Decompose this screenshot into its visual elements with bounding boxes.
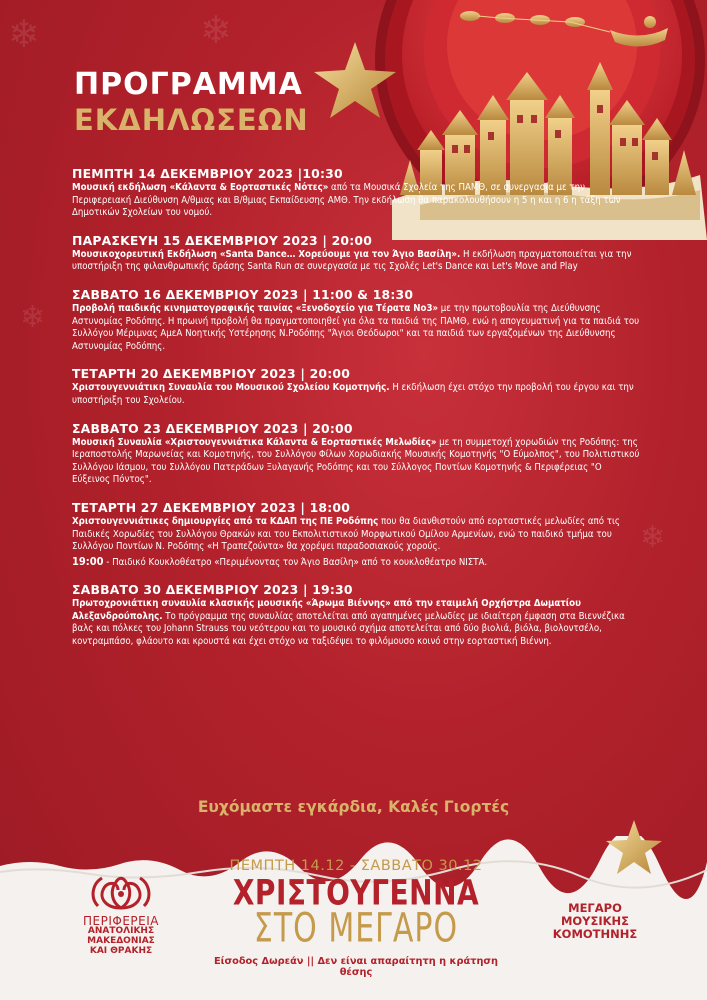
snowflake-icon: ❄ (200, 8, 232, 52)
star-icon (604, 818, 664, 878)
event-text: Η εκδήλωση πραγματοποιείται για την υποστήριξη της φιλανθρωπικής δράσης Santa Run σε συνεργασία με τις Σχολές Let's Dance και Let's Move and Play (72, 248, 632, 273)
event-item (72, 421, 640, 487)
snowflake-icon: ❄ (8, 12, 40, 56)
region-emblem-icon (86, 868, 156, 912)
venue-logo (530, 902, 660, 941)
page-title (74, 67, 309, 137)
event-title: Πρωτοχρονιάτικη συναυλία κλασικής μουσικής «Άρωμα Βιέννης» από την εταιμελή Ορχήστρα Δωματίου Αλεξανδρούπολης. (72, 598, 581, 622)
snowflake-icon: ❄ (20, 300, 46, 335)
event-date: ΣΑΒΒΑΤΟ 16 ΔΕΚΕΜΒΡΙΟΥ 2023 | 11:00 & 18:30 (72, 286, 414, 302)
event-text: που θα διανθιστούν από εορταστικές μελωδίες από τις Παιδικές Χορωδίες του Συλλόγου Θρακών και του Εκπολιτιστικού Μορφωτικού Ομίλου Αρμενίων, ενώ το παιδικό τμήμα του Συλλόγου Ποντίων Ν. Ροδόπης «Η Τραπεζούντα» θα χορέψει παραδοσιακούς χορούς. (72, 515, 620, 553)
event-item (72, 287, 640, 353)
festival-dates: ΠΕΜΠΤΗ 14.12 - ΣΑΒΒΑΤΟ 30.12 (229, 858, 483, 874)
event-description (72, 437, 640, 487)
event-date: ΤΕΤΑΡΤΗ 20 ΔΕΚΕΜΒΡΙΟΥ 2023 | 20:00 (72, 366, 351, 382)
region-name-line-1: ΠΕΡΙΦΕΡΕΙΑ (83, 914, 159, 928)
event-description (72, 598, 640, 648)
event-title: Μουσική εκδήλωση «Κάλαντα & Εορταστικές Νότες» (72, 182, 329, 193)
event-item (72, 500, 640, 569)
event-text: Η εκδήλωση έχει στόχο την προβολή του έργου και την υποστήριξη του Σχολείου. (72, 382, 634, 406)
event-item (72, 233, 640, 274)
event-text: Το πρόγραμμα της συναυλίας αποτελείται από αγαπημένες μελωδίες με ιδιαίτερη έμφαση στα Βιεννέζικα βαλς και πόλκες του Johann Strauss του νεότερου και το μουσικό σχήμα αποτελείται από δύο βιολιά, βιόλα, βιολοντσέλο, κοντραμπάσο, φλάουτο και κρουστά και έχει στόχο να ταξιδέψει το φιλόμουσο κοινό στην εορταστική Βιέννη. (72, 610, 625, 648)
event-item (72, 166, 640, 220)
entry-info: Είσοδος Δωρεάν || Δεν είναι απαραίτητη η κράτηση θέσης (213, 956, 499, 978)
event-extra (72, 556, 640, 570)
festival-headline-1: ΧΡΙΣΤΟΥΓΕΝΝΑ (232, 871, 480, 914)
event-date: ΠΕΜΠΤΗ 14 ΔΕΚΕΜΒΡΙΟΥ 2023 |10:30 (72, 166, 343, 181)
region-name-line-2: ΑΝΑΤΟΛΙΚΗΣ ΜΑΚΕΔΟΝΙΑΣ (87, 926, 155, 946)
event-item (72, 582, 640, 648)
venue-name-line-3: ΚΟΜΟΤΗΝΗΣ (552, 927, 638, 941)
event-title: Χριστουγεννιάτικη Συναυλία του Μουσικού Σχολείου Κομοτηνής. (72, 382, 390, 394)
event-text: με τη συμμετοχή χορωδιών της Ροδόπης: της Ιεραποστολής Μαρωνείας και Κομοτηνής, του Συλλόγου Φίλων Χορωδιακής Μουσικής Κομοτηνής "Ο Εύμολπος", του Πολιτιστικού Συλλόγου Ιάσμου, του Συλλόγου Πατεράδων Ξυλαγανής Ροδόπης και του Σύλλογος Ποντίων Κομοτηνής & Περιφέρειας "Ο Εύξεινος Πόντος". (72, 436, 640, 486)
region-logo (56, 868, 186, 956)
event-description (72, 303, 640, 353)
event-description (72, 249, 640, 274)
event-date: ΤΕΤΑΡΤΗ 27 ΔΕΚΕΜΒΡΙΟΥ 2023 | 18:00 (72, 499, 351, 515)
snowflake-icon: ❄ (640, 520, 666, 555)
event-extra-text: - Παιδικό Κουκλοθέατρο «Περιμένοντας τον Άγιο Βασίλη» από το κουκλοθέατρο ΝΙΣΤΑ. (106, 556, 488, 568)
festival-headline-2: ΣΤΟ ΜΕΓΑΡΟ (253, 904, 459, 953)
event-description (72, 516, 640, 554)
title-line-1: ΠΡΟΓΡΑΜΜΑ (74, 67, 303, 102)
venue-name-line-1: ΜΕΓΑΡΟ (568, 901, 622, 915)
event-text: από τα Μουσικά Σχολεία της ΠΑΜΘ, σε συνεργασία με την Περιφερειακή Διεύθυνση Α/θμιας και Β/θμιας Εκπαίδευσης ΑΜΘ. Την εκδήλωση θα παρακολουθήσουν η 5 η και η 6 η τάξη των Δημοτικών Σχολείων του νομού. (72, 182, 621, 219)
event-branding (200, 858, 512, 978)
event-date: ΠΑΡΑΣΚΕΥΗ 15 ΔΕΚΕΜΒΡΙΟΥ 2023 | 20:00 (72, 232, 373, 248)
event-text: με την πρωτοβουλία της Διεύθυνσης Αστυνομίας Ροδόπης. Η πρωινή προβολή θα πραγματοποιηθεί για όλα τα παιδιά της ΠΑΜΘ, ενώ η απογευματινή για τα παιδιά του Συλλόγου Μέριμνας ΑμεΑ Νοητικής Υστέρησης Ν.Ροδόπης "Άγιοι Θεόδωροι" και τα παιδιά των εργαζομένων της Διεύθυνσης Αστυνομίας Ροδόπης. (72, 302, 640, 352)
event-extra-time: 19:00 (72, 554, 104, 568)
event-description (72, 382, 640, 407)
event-list (72, 166, 640, 662)
event-date: ΣΑΒΒΑΤΟ 23 ΔΕΚΕΜΒΡΙΟΥ 2023 | 20:00 (72, 420, 353, 436)
title-line-2: ΕΚΔΗΛΩΣΕΩΝ (74, 103, 309, 137)
venue-name-line-2: ΜΟΥΣΙΚΗΣ (560, 914, 630, 928)
event-title: Χριστουγεννιάτικες δημιουργίες από τα ΚΔΑΠ της ΠΕ Ροδόπης (72, 515, 379, 527)
event-title: Μουσικοχορευτική Εκδήλωση «Santa Dance… Χορεύουμε για τον Άγιο Βασίλη». (72, 248, 461, 260)
event-item (72, 366, 640, 407)
event-title: Μουσική Συναυλία «Χριστουγεννιάτικα Κάλαντα & Εορταστικές Μελωδίες» (72, 436, 437, 448)
event-description (72, 182, 640, 220)
event-date: ΣΑΒΒΑΤΟ 30 ΔΕΚΕΜΒΡΙΟΥ 2023 | 19:30 (72, 582, 353, 598)
event-title: Προβολή παιδικής κινηματογραφικής ταινίας «Ξενοδοχείο για Τέρατα Νο3» (72, 302, 439, 314)
greeting: Ευχόμαστε εγκάρδια, Καλές Γιορτές (197, 798, 510, 816)
region-name-line-3: ΚΑΙ ΘΡΑΚΗΣ (89, 946, 153, 956)
